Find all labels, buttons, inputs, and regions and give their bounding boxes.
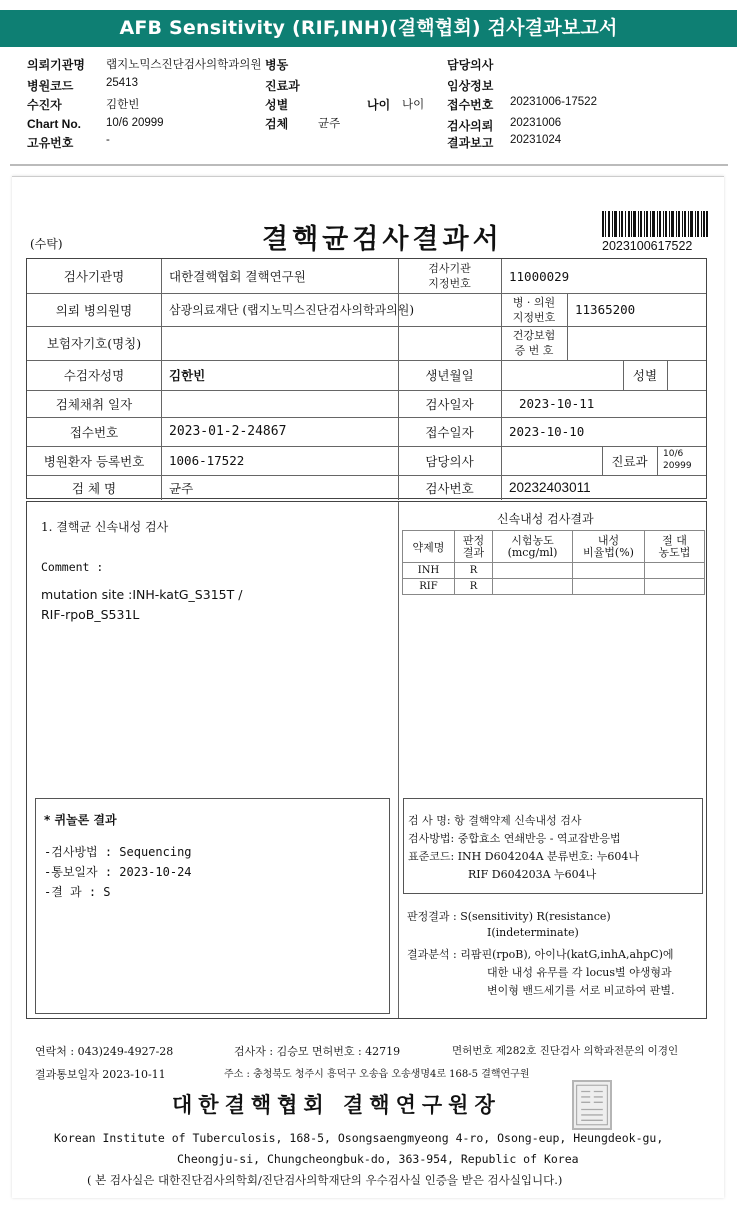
value-inst-name: 대한결핵협회 결핵연구원 [169,269,306,284]
field-label: 담당의사 [447,58,494,72]
field-value: 20231024 [510,134,562,146]
quinolone-result: -결 과 : S [44,885,111,899]
certification-note: ( 본 검사실은 대한진단검사의학회/진단검사의학재단의 우수검사실 인증을 받은 검사실입니다.) [87,1173,563,1187]
value-recv-no: 2023-01-2-24867 [169,424,287,439]
patient-info-table [26,258,707,499]
field-label: 의뢰기관명 [27,58,85,72]
footer-examiner: 검사자 : 김승모 면허번호 : 42719 [234,1045,401,1058]
quinolone-box [35,798,390,1014]
judge-criteria: 판정결과 : S(sensitivity) R(resistance) [407,910,611,923]
results-section [26,501,707,1019]
test-name: 검 사 명: 항 결핵약제 신속내성 검사 [408,814,582,827]
field-label: 수진자 [27,98,62,112]
label-inst-no: 검사기관 [428,261,471,275]
mutation-site-2: RIF-rpoB_S531L [41,607,140,622]
value-reg-no: 1006-17522 [169,453,245,468]
col-drug: 약제명 [403,531,455,563]
cell-result: R [455,579,493,595]
footer-notify-date: 결과통보일자 2023-10-11 [35,1068,166,1081]
value-dept: 10/6 [663,449,684,459]
value-hosp-no: 11365200 [575,302,636,317]
value-recv-date: 2023-10-10 [509,424,585,439]
cell-ratio [573,563,645,579]
cell-drug: RIF [403,579,455,595]
field-label: 임상정보 [447,79,494,93]
quinolone-title: * 퀴놀론 결과 [44,813,117,827]
quinolone-method: -검사방법 : Sequencing [44,845,192,859]
barcode-number: 2023100617522 [602,239,693,253]
label-test-no: 검사번호 [425,480,474,496]
field-value: 나이 [402,99,425,111]
barcode-image [602,211,708,237]
footer-english-address: Korean Institute of Tuberculosis, 168-5, Osongsaengmyeong 4-ro, Osong-eup, Heungdeok-gu, [54,1131,664,1145]
label-test-date: 검사일자 [425,396,474,412]
field-value: 20231006-17522 [510,96,597,108]
label-inst-no-2: 지정번호 [428,276,471,290]
test-info-box [403,798,703,894]
field-label: 나이 [367,98,391,112]
table-row [403,563,705,579]
field-label: 고유번호 [27,136,74,150]
test-code: 표준코드: INH D604204A 분류번호: 누604나 [408,850,639,863]
value-dept-2: 20999 [663,461,692,471]
label-health-no-2: 증 번 호 [514,343,554,357]
label-patient: 수검자성명 [63,368,125,383]
quinolone-date: -통보일자 : 2023-10-24 [44,865,192,879]
test-method: 검사방법: 중합효소 연쇄반응 - 역교잡반응법 [408,832,621,845]
cell-result: R [455,563,493,579]
official-seal-icon [572,1080,612,1130]
judge-criteria-2: I(indeterminate) [487,926,579,939]
label-recv-no: 접수번호 [69,424,119,440]
field-label: 병원코드 [27,79,74,93]
col-abs: 절 대 농도법 [645,531,705,563]
susceptibility-table [402,530,705,595]
field-value: 10/6 20999 [106,117,164,129]
footer-address: 주소 : 충청북도 청주시 흥덕구 오송읍 오송생명4로 168-5 결핵연구원 [224,1069,530,1080]
col-conc: 시험농도 (mcg/ml) [493,531,573,563]
label-req-hosp: 의뢰 병의원명 [55,302,133,318]
field-label: 병동 [265,58,289,72]
field-value: 25413 [106,77,138,89]
label-reg-no: 병원환자 등록번호 [43,453,145,469]
col-ratio: 내성 비율법(%) [573,531,645,563]
value-test-no: 20232403011 [509,480,591,495]
footer-contact: 연락처 : 043)249-4927-28 [35,1045,174,1058]
value-test-date: 2023-10-11 [519,396,595,411]
footer-english-address-2: Cheongju-si, Chungcheongbuk-do, 363-954, Republic of Korea [177,1152,579,1166]
value-specimen: 균주 [169,480,194,496]
field-label: Chart No. [27,117,81,131]
organization-name: 대한결핵협회 결핵연구원장 [172,1092,501,1117]
field-value: 김한빈 [106,99,140,111]
label-dept: 진료과 [611,453,648,469]
table-row [403,579,705,595]
cell-conc [493,563,573,579]
result-sheet [12,176,724,1198]
report-header [0,52,737,164]
field-value: - [106,134,110,146]
mutation-site: mutation site :INH-katG_S315T / [41,587,243,602]
susceptibility-title: 신속내성 검사결과 [497,512,594,526]
label-sex: 성별 [632,368,658,383]
label-inst-name: 검사기관명 [63,269,125,284]
analysis-text-2: 대한 내성 유무를 각 locus별 야생형과 [487,966,672,979]
field-label: 결과보고 [447,136,494,150]
header-divider [10,164,728,166]
field-label: 검사의뢰 [447,119,494,133]
field-label: 성별 [265,98,289,112]
field-label: 접수번호 [447,98,494,112]
analysis-text-3: 변이형 밴드세기를 서로 비교하여 판별. [487,984,675,997]
report-title: 결핵균검사결과서 [262,224,503,255]
analysis-text: 결과분석 : 리팜핀(rpoB), 아이나(katG,inhA,ahpC)에 [407,948,674,961]
col-result: 판정 결과 [455,531,493,563]
test-code-2: RIF D604203A 누604나 [468,868,597,881]
label-recv-date: 접수일자 [425,424,474,440]
label-dob: 생년월일 [425,368,474,383]
field-label: 진료과 [265,79,300,93]
cell-conc [493,579,573,595]
field-value: 20231006 [510,117,562,129]
value-req-hosp: 삼광의료재단 (랩지노믹스진단검사의학과의원) [169,303,415,317]
field-value: 랩지노믹스진단검사의학과의원 [106,59,262,71]
cell-ratio [573,579,645,595]
comment-label: Comment : [41,560,104,574]
label-hosp-no: 병 · 의원 [512,295,556,309]
cell-abs [645,563,705,579]
label-collect: 검체채취 일자 [55,396,133,412]
cell-abs [645,579,705,595]
field-value: 균주 [318,118,341,130]
report-banner-title: AFB Sensitivity (RIF,INH)(결핵협회) 검사결과보고서 [0,10,737,47]
field-label: 검체 [265,117,289,131]
section-title: 1. 결핵균 신속내성 검사 [41,520,169,534]
label-hosp-no-2: 지정번호 [512,310,556,324]
label-insured: 보험자기호(명칭) [46,336,142,351]
cell-drug: INH [403,563,455,579]
label-specimen: 검 체 명 [71,480,117,496]
label-doctor: 담당의사 [425,453,474,469]
value-patient: 김한빈 [169,368,206,383]
copy-label: (수탁) [30,237,63,251]
label-health-no: 건강보험 [512,328,556,342]
value-inst-no: 11000029 [509,268,570,284]
footer-license: 면허번호 제282호 진단검사 의학과전문의 이경인 [452,1045,679,1057]
